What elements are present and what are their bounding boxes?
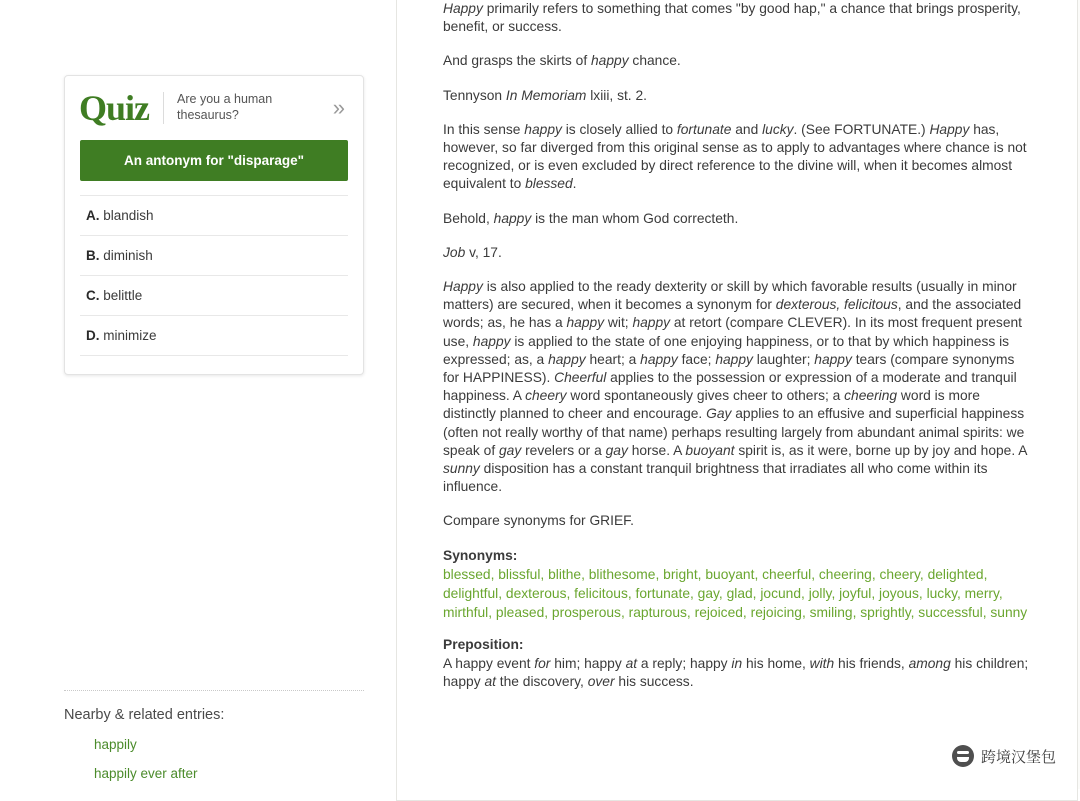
quiz-option-d[interactable] [80,316,348,356]
quiz-option-c-text: belittle [103,288,143,303]
synonym-link[interactable]: fortunate [635,586,690,602]
quiz-option-a-letter: A. [86,208,100,223]
synonym-link[interactable]: delighted [927,566,984,582]
synonym-link[interactable]: blithe [548,566,582,582]
article-panel [396,0,1080,789]
quiz-header [65,76,363,136]
quiz-option-d-letter: D. [86,328,100,343]
synonym-link[interactable]: pleased [495,605,545,621]
synonym-link[interactable]: felicitous [574,586,628,602]
synonyms-block [443,547,1031,623]
article-citation-1: Tennyson In Memoriam lxiii, st. 2. [443,87,647,103]
synonym-link[interactable]: smiling [809,605,853,621]
synonym-link[interactable]: dexterous [505,586,567,602]
synonym-link[interactable]: prosperous [551,605,621,621]
quiz-subtitle: Are you a human thesaurus? [177,92,273,122]
article-quote-1: Behold, happy is the man whom God correcteth. [443,210,739,226]
quiz-options [80,195,348,356]
synonym-link[interactable]: rapturous [628,605,687,621]
quiz-logo: Quiz [79,88,150,128]
synonym-link[interactable]: sprightly [860,605,911,621]
quiz-option-c[interactable] [80,276,348,316]
synonym-link[interactable]: jocund [760,586,802,602]
synonym-link[interactable]: glad [726,586,753,602]
nearby-entry-link-2[interactable]: happily ever after [94,766,198,781]
quiz-option-c-letter: C. [86,288,100,303]
article-paragraph-3: In this sense happy is closely allied to fortunate and lucky. (See FORTUNATE.) Happy has, however, so far diverged from this original sense as to apply to advantages where chance is not recognized, or is even excluded by direct reference to the divine will, when it becomes almost equivalent to blessed. [443,121,1027,192]
synonym-link[interactable]: bright [663,566,698,582]
preposition-text: A happy event for him; happy at a reply; happy in his home, with his friends, among his children; happy at the discovery, over his success. [443,655,1029,689]
article-paragraph-4: Happy is also applied to the ready dexterity or skill by which favorable results (usually in minor matters) are secured, when it becomes a synonym for dexterous, felicitous, and the associated words; as, he has a happy wit; happy at retort (compare CLEVER). In its most frequent present use, happy is applied to the state of one enjoying happiness, or to that by which happiness is expressed; as, a happy heart; a happy face; happy laughter; happy tears (compare synonyms for HAPPINESS). Cheerful applies to the possession or expression of a moderate and tranquil happiness. A cheery word spontaneously gives cheer to others; a cheering word is more distinctly planned to cheer and encourage. Gay applies to an effusive and superficial happiness (often not really worthy of that name) perhaps resulting largely from abundant animal spirits: we speak of gay revelers or a gay horse. A buoyant spirit is, as it were, borne up by joy and hope. A sunny disposition has a constant tranquil brightness that irradiates all who come within its influence. [443,279,1027,495]
synonym-link[interactable]: joyful [839,586,872,602]
synonym-link[interactable]: blessed [443,566,491,582]
synonym-link[interactable]: rejoicing [750,605,802,621]
preposition-block [443,636,1031,691]
next-quiz-icon[interactable]: » [332,95,345,120]
quiz-option-d-text: minimize [103,328,157,343]
quiz-option-a-text: blandish [103,208,154,223]
synonym-link[interactable]: blithesome [588,566,656,582]
quiz-card [64,75,364,375]
synonym-link[interactable]: cheery [879,566,920,582]
synonym-link[interactable]: jolly [808,586,832,602]
synonym-link[interactable]: joyous [879,586,919,602]
nearby-entries-title: Nearby & related entries: [64,707,225,723]
quiz-option-a[interactable] [80,196,348,236]
synonym-link[interactable]: cheering [818,566,872,582]
synonyms-list: blessed, blissful, blithe, blithesome, bright, buoyant, cheerful, cheering, cheery, delighted, delightful, dexterous, felicitous, fortunate, gay, glad, jocund, jolly, joyful, joyous, lucky, merry, mirthful, pleased, prosperous, rapturous, rejoiced, rejoicing, smiling, sprightly, successful, sunny [443,566,1028,621]
synonym-link[interactable]: buoyant [705,566,755,582]
nearby-entry-link-1[interactable]: happily [94,737,137,752]
synonym-link[interactable]: successful [918,605,983,621]
quiz-question: An antonym for "disparage" [80,140,348,181]
synonyms-label: Synonyms: [443,547,518,563]
synonym-link[interactable]: sunny [990,605,1028,621]
synonym-link[interactable]: merry [964,586,999,602]
synonym-link[interactable]: rejoiced [694,605,743,621]
wechat-logo-icon [952,745,974,767]
left-sidebar [0,0,396,789]
article-citation-2: Job v, 17. [443,244,502,260]
preposition-label: Preposition: [443,637,524,653]
synonym-link[interactable]: gay [697,586,719,602]
nearby-entries-list [64,737,364,781]
section-divider [64,690,364,691]
quiz-option-b-text: diminish [103,248,153,263]
synonym-link[interactable]: blissful [498,566,541,582]
watermark-text: 跨境汉堡包 [980,747,1056,766]
article-compare-note: Compare synonyms for GRIEF. [443,513,634,529]
article-card [396,0,1078,801]
article-paragraph-1: Happy primarily refers to something that comes "by good hap," a chance that brings prosperity, benefit, or success. [443,1,1021,35]
quiz-option-b[interactable] [80,236,348,276]
quiz-option-b-letter: B. [86,248,100,263]
synonym-link[interactable]: cheerful [762,566,812,582]
nearby-entries-section [64,690,364,795]
article-paragraph-2: And grasps the skirts of happy chance. [443,53,681,69]
synonym-link[interactable]: delightful [443,586,499,602]
synonym-link[interactable]: mirthful [443,605,489,621]
watermark [952,745,1056,767]
synonym-link[interactable]: lucky [926,586,957,602]
